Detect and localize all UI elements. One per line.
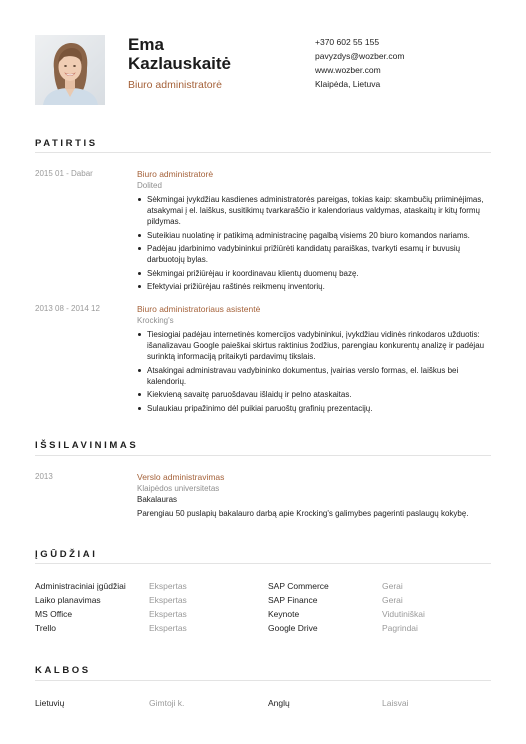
job-title: Biuro administratorė	[128, 79, 222, 91]
section-divider	[35, 563, 491, 564]
skill-level: Gerai	[382, 581, 403, 591]
entry-school: Klaipėdos universitetas	[137, 484, 220, 493]
skill-name: SAP Commerce	[268, 581, 329, 591]
entry-body	[137, 472, 491, 519]
section-divider	[35, 152, 491, 153]
skill-row	[35, 594, 491, 608]
skill-level: Ekspertas	[149, 609, 187, 619]
bullet-item: Tiesiogiai padėjau internetinės komercijos vadybininkui, įvykdžiau vidinės rinkodaros užduotis: išanalizavau Google paieškai skirtus raktinius žodžius, parengiau konkurentų analizę ir padėjau surinktą informaciją pritaikyti pardavimų tikslais.	[137, 329, 491, 362]
bullet-item: Sulaukiau pripažinimo dėl puikiai paruoštų grafinių prezentacijų.	[137, 403, 491, 414]
last-name: Kazlauskaitė	[128, 54, 231, 73]
first-name: Ema	[128, 35, 164, 54]
bullet-item: Padėjau įdarbinimo vadybininkui prižiūrėti kandidatų paraiškas, tvarkyti esamų ir buvusių darbuotojų bylas.	[137, 243, 491, 265]
skill-row	[35, 608, 491, 622]
skill-name: SAP Finance	[268, 595, 318, 605]
skill-name: Administraciniai įgūdžiai	[35, 581, 126, 591]
skill-level: Vidutiniškai	[382, 609, 425, 619]
skill-row	[35, 580, 491, 594]
bullet-item: Sėkmingai prižiūrėjau ir koordinavau klientų duomenų bazę.	[137, 268, 491, 279]
entry-degree: Bakalauras	[137, 495, 178, 504]
entry-field: Verslo administravimas	[137, 472, 225, 482]
skill-row	[35, 622, 491, 636]
language-level: Laisvai	[382, 698, 409, 708]
section-title-experience: PATIRTIS	[35, 138, 98, 149]
entry-description: Parengiau 50 puslapių bakalauro darbą apie Krocking's galimybes pagerinti paslaugų kokybę.	[137, 509, 469, 518]
name-block	[128, 35, 303, 91]
skill-level: Pagrindai	[382, 623, 418, 633]
bullet-item: Suteikiau nuolatinę ir patikimą administracinę pagalbą visiems 20 biuro komandos nariams.	[137, 230, 491, 241]
portrait-image	[35, 35, 105, 105]
entry-bullets	[137, 194, 491, 292]
section-title-languages: KALBOS	[35, 665, 91, 676]
bullet-item: Kiekvieną savaitę paruošdavau išlaidų ir pelno ataskaitas.	[137, 389, 491, 400]
entry-date: 2013 08 - 2014 12	[35, 304, 100, 313]
bullet-item: Sėkmingai įvykdžiau kasdienes administratorės pareigas, tokias kaip: skambučių priiminėjimas, atsakymai į el. laiškus, susitikimų tvarkaraščio ir kalendoriaus valdymas, ataskaitų ir kitų formų pildymas.	[137, 194, 491, 227]
entry-bullets	[137, 329, 491, 414]
location-text: Klaipėda, Lietuva	[315, 79, 381, 89]
skill-level: Ekspertas	[149, 595, 187, 605]
entry-date: 2013	[35, 472, 53, 481]
language-level: Gimtoji k.	[149, 698, 185, 708]
contact-block	[315, 35, 495, 91]
language-name: Lietuvių	[35, 698, 65, 708]
skill-name: Laiko planavimas	[35, 595, 101, 605]
email-text: pavyzdys@wozber.com	[315, 51, 405, 61]
bullet-item: Efektyviai prižiūrėjau raštinės reikmenų inventorių.	[137, 281, 491, 292]
entry-body	[137, 304, 491, 416]
entry-role: Biuro administratorė	[137, 169, 214, 179]
entry-date: 2015 01 - Dabar	[35, 169, 93, 178]
skill-level: Ekspertas	[149, 581, 187, 591]
entry-body	[137, 169, 491, 295]
skill-level: Gerai	[382, 595, 403, 605]
skill-level: Ekspertas	[149, 623, 187, 633]
profile-photo	[35, 35, 105, 105]
section-divider	[35, 680, 491, 681]
skill-name: MS Office	[35, 609, 73, 619]
language-name: Anglų	[268, 698, 290, 708]
entry-company: Krocking's	[137, 316, 174, 325]
section-title-education: IŠSILAVINIMAS	[35, 440, 139, 451]
section-divider	[35, 455, 491, 456]
skill-name: Keynote	[268, 609, 300, 619]
phone-text: +370 602 55 155	[315, 37, 380, 47]
entry-role: Biuro administratoriaus asistentė	[137, 304, 261, 314]
entry-company: Dolited	[137, 181, 162, 190]
skill-name: Google Drive	[268, 623, 318, 633]
language-row	[35, 697, 491, 711]
section-title-skills: ĮGŪDŽIAI	[35, 549, 98, 560]
website-text: www.wozber.com	[315, 65, 381, 75]
bullet-item: Atsakingai administravau vadybininko dokumentus, įvairias verslo formas, el. laiškus bei kalendorių.	[137, 365, 491, 387]
skill-name: Trello	[35, 623, 56, 633]
